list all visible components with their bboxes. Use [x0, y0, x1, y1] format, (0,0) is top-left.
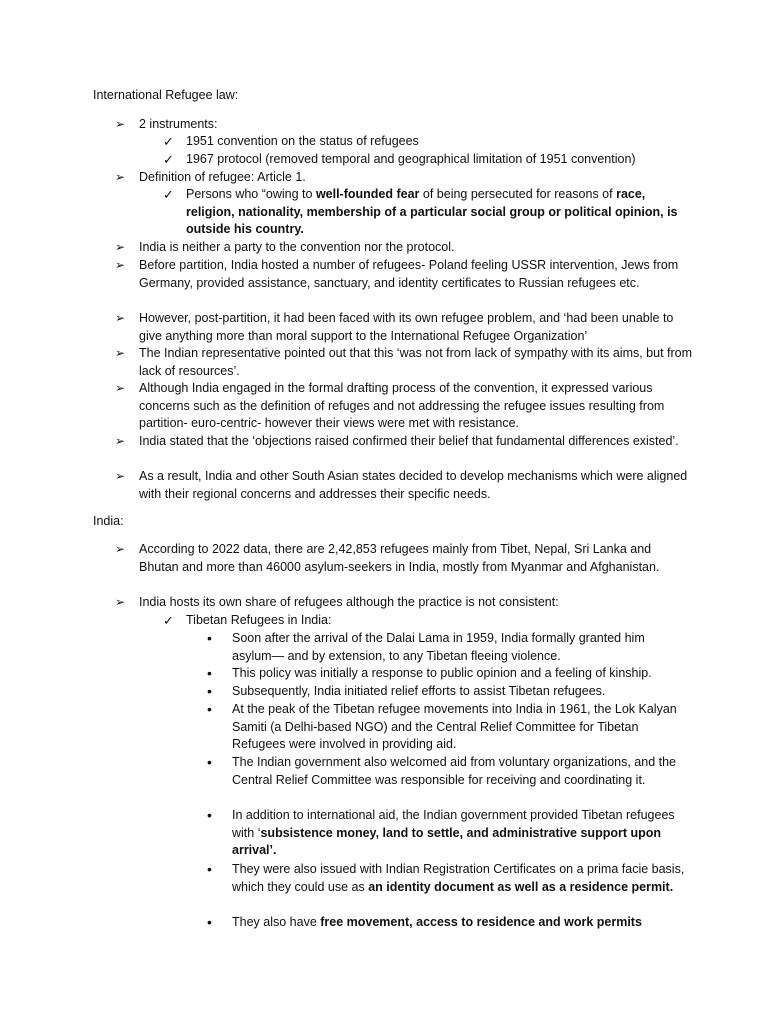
- section-heading-india: India:: [93, 514, 124, 528]
- arrow-bullet-icon: ➢: [115, 469, 126, 483]
- dot-bullet-icon: •: [207, 807, 212, 823]
- item-text-bold: free movement, access to residence and work permits: [320, 915, 642, 929]
- list-item: [115, 468, 694, 503]
- list-item: [115, 594, 694, 612]
- item-text: This policy was initially a response to public opinion and a feeling of kinship.: [232, 666, 652, 680]
- item-text: India is neither a party to the convention nor the protocol.: [139, 240, 455, 254]
- dot-bullet-icon: •: [207, 701, 212, 717]
- list-item: [207, 914, 687, 932]
- item-text: In addition to international aid, the Indian government provided Tibetan refugees with ‘: [232, 808, 675, 840]
- list-item: [115, 310, 694, 345]
- check-bullet-icon: ✓: [163, 187, 174, 202]
- item-text-bold: race, religion, nationality, membership of a particular social group or political opinion, is outside his country.: [186, 187, 678, 237]
- list-item: [115, 239, 694, 257]
- list-item: [207, 807, 687, 860]
- list-item: [115, 116, 694, 134]
- item-text: The Indian government also welcomed aid from voluntary organizations, and the Central Relief Committee was responsible for receiving and coordinating it.: [232, 755, 677, 787]
- list-item: [163, 612, 686, 630]
- list-item: [207, 754, 687, 789]
- list-item: [115, 380, 694, 433]
- check-bullet-icon: ✓: [163, 134, 174, 149]
- dot-bullet-icon: •: [207, 914, 212, 930]
- list-item: [115, 433, 694, 451]
- item-text: Before partition, India hosted a number of refugees- Poland feeling USSR intervention, Jews from Germany, provided assistance, sanctuary, and identity certificates to Russian refugees etc.: [139, 258, 679, 290]
- check-bullet-icon: ✓: [163, 613, 174, 628]
- item-text: India hosts its own share of refugees although the practice is not consistent:: [139, 595, 559, 609]
- item-text: They were also issued with Indian Registration Certificates on a prima facie basis, which they could use as: [232, 862, 685, 894]
- item-text: 1967 protocol (removed temporal and geographical limitation of 1951 convention): [186, 152, 636, 166]
- item-text: At the peak of the Tibetan refugee movements into India in 1961, the Lok Kalyan Samiti (a Delhi-based NGO) and the Central Relief Committee for Tibetan Refugees were involved in providing aid.: [232, 702, 677, 752]
- arrow-bullet-icon: ➢: [115, 381, 126, 395]
- list-item: [115, 257, 694, 292]
- arrow-bullet-icon: ➢: [115, 311, 126, 325]
- arrow-bullet-icon: ➢: [115, 117, 126, 131]
- item-text: 1951 convention on the status of refugees: [186, 134, 419, 148]
- list-item: [163, 133, 686, 151]
- list-item: [115, 169, 694, 187]
- item-text-bold: an identity document as well as a residence permit.: [368, 879, 674, 894]
- item-text: Soon after the arrival of the Dalai Lama in 1959, India formally granted him asylum— and by extension, to any Tibetan fleeing violence.: [232, 631, 645, 663]
- item-text: Persons who “owing to: [186, 187, 316, 201]
- list-item: [207, 630, 687, 665]
- arrow-bullet-icon: ➢: [115, 258, 126, 272]
- item-text: Although India engaged in the formal drafting process of the convention, it expressed various concerns such as the definition of refuges and not addressing the refugee issues resulting from partition- euro-centric- however their views were met with resistance.: [139, 381, 665, 431]
- dot-bullet-icon: •: [207, 630, 212, 646]
- check-bullet-icon: ✓: [163, 152, 174, 167]
- item-text: of being persecuted for reasons of: [419, 187, 617, 201]
- dot-bullet-icon: •: [207, 754, 212, 770]
- section-heading-refugee-law: International Refugee law:: [93, 88, 239, 102]
- item-text: 2 instruments:: [139, 117, 218, 131]
- arrow-bullet-icon: ➢: [115, 346, 126, 360]
- arrow-bullet-icon: ➢: [115, 595, 126, 609]
- item-text-bold: well-founded fear: [315, 187, 420, 201]
- list-item: [207, 861, 687, 896]
- arrow-bullet-icon: ➢: [115, 240, 126, 254]
- list-item: [163, 186, 686, 239]
- item-text: India stated that the ‘objections raised confirmed their belief that fundamental differences existed’.: [139, 434, 679, 448]
- arrow-bullet-icon: ➢: [115, 542, 126, 556]
- item-text: According to 2022 data, there are 2,42,853 refugees mainly from Tibet, Nepal, Sri Lanka and Bhutan and more than 46000 asylum-seekers in India, mostly from Myanmar and Afghanistan.: [139, 542, 660, 574]
- list-item: [207, 683, 687, 701]
- list-item: [207, 701, 687, 754]
- dot-bullet-icon: •: [207, 665, 212, 681]
- arrow-bullet-icon: ➢: [115, 170, 126, 184]
- item-text: However, post-partition, it had been faced with its own refugee problem, and ‘had been unable to give anything more than moral support to the International Refugee Organization’: [139, 311, 674, 343]
- list-item: [207, 665, 687, 683]
- item-text: Subsequently, India initiated relief efforts to assist Tibetan refugees.: [232, 684, 606, 698]
- list-item: [115, 541, 694, 576]
- dot-bullet-icon: •: [207, 683, 212, 699]
- item-text: They also have: [232, 915, 321, 929]
- arrow-bullet-icon: ➢: [115, 434, 126, 448]
- item-text-bold: subsistence money, land to settle, and administrative support upon arrival’.: [232, 825, 662, 858]
- item-text: As a result, India and other South Asian states decided to develop mechanisms which were aligned with their regional concerns and addresses their specific needs.: [139, 469, 688, 501]
- dot-bullet-icon: •: [207, 861, 212, 877]
- list-item: [163, 151, 686, 169]
- item-text: The Indian representative pointed out that this ‘was not from lack of sympathy with its aims, but from lack of resources’.: [139, 346, 693, 378]
- item-text: Definition of refugee: Article 1.: [139, 170, 306, 184]
- list-item: [115, 345, 694, 380]
- item-text: Tibetan Refugees in India:: [186, 613, 332, 627]
